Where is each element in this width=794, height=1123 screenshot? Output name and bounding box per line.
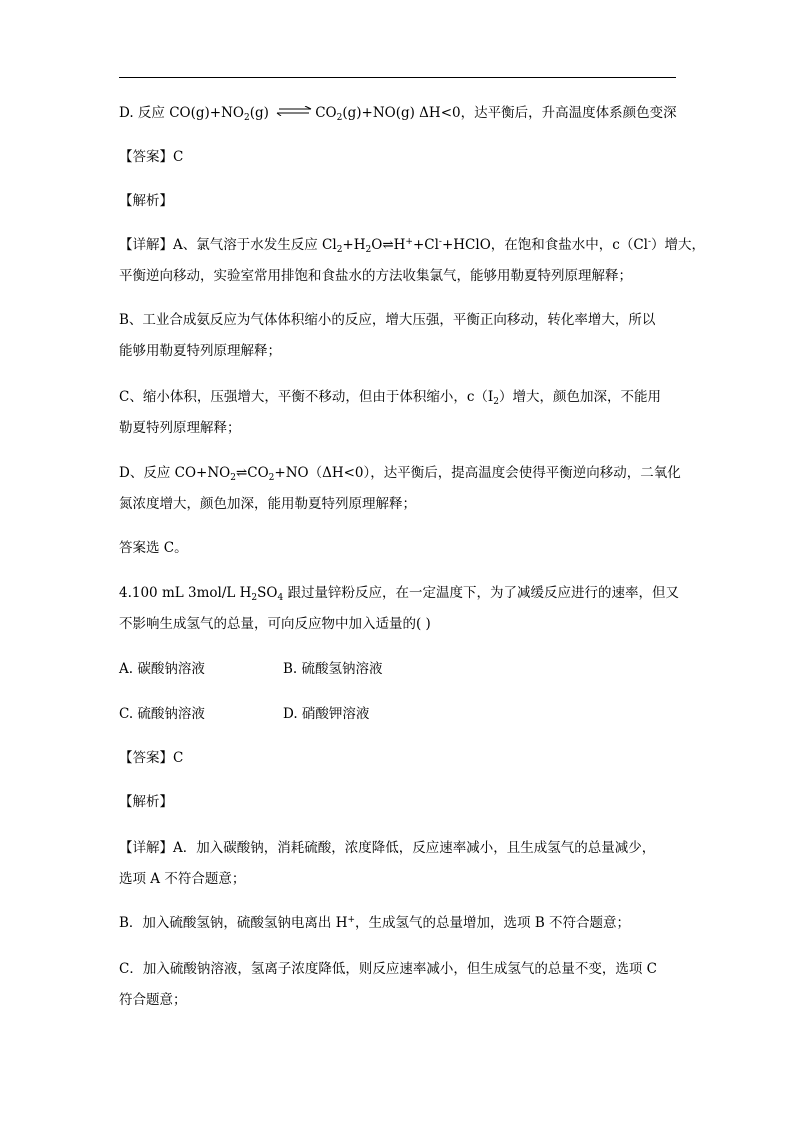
q4-explain-c-line1: C．加入硫酸钠溶液，氢离子浓度降低，则反应速率减小，但生成氢气的总量不变，选项 C	[119, 961, 657, 977]
q3-explain-a-line2: 平衡逆向移动，实验室常用排饱和食盐水的方法收集氯气，能够用勒夏特列原理解释；	[119, 268, 632, 284]
text-run: +H	[342, 237, 366, 253]
text-run: 跟过量锌粉反应，在一定温度下，为了减缓反应进行的速率，但又	[283, 585, 680, 601]
text-run: ，生成氢气的总量增加，选项 B 不符合题意；	[355, 915, 631, 931]
subscript: 2	[243, 113, 250, 123]
q3-explain-b-line2: 能够用勒夏特列原理解释；	[119, 343, 281, 359]
q3-final-choice: 答案选 C。	[119, 540, 188, 556]
q3-option-d	[119, 104, 677, 122]
text-run: ）增大，	[651, 237, 706, 253]
text-run: ）增大，颜色加深，不能用	[498, 389, 661, 405]
q4-analysis-heading: 【解析】	[119, 794, 173, 810]
text-run: D、反应 CO+NO	[119, 465, 231, 481]
q4-option-c: C. 硫酸钠溶液	[119, 706, 205, 722]
header-rule	[119, 77, 676, 78]
q4-stem-line2: 不影响生成氢气的总量，可向反应物中加入适量的( )	[119, 616, 431, 632]
text-run: C、缩小体积，压强增大，平衡不移动，但由于体积缩小，c（I	[119, 389, 494, 405]
text-run: +HClO，在饱和食盐水中，c（Cl	[441, 237, 648, 253]
text-run: (g)+NO(g) ΔH<0，达平衡后，升高温度体系颜色变深	[342, 105, 677, 121]
q3-analysis-heading: 【解析】	[119, 193, 173, 209]
q4-explain-a-line1: 【详解】A．加入碳酸钠，消耗硫酸，浓度降低，反应速率减小，且生成氢气的总量减少，	[119, 840, 656, 856]
subscript: 2	[336, 113, 343, 123]
subscript: 2	[493, 397, 499, 407]
q3-explain-b-line1: B、工业合成氨反应为气体体积缩小的反应，增大压强，平衡正向移动，转化率增大，所以	[119, 312, 656, 328]
text-run: B．加入硫酸氢钠，硫酸氢钠电离出 H	[119, 915, 348, 931]
subscript: 4	[277, 593, 284, 603]
subscript: 2	[230, 473, 236, 483]
superscript: +	[405, 237, 413, 247]
q4-option-a: A. 碳酸钠溶液	[119, 661, 205, 677]
text-run: D. 反应 CO(g)+NO	[119, 105, 244, 121]
q3-explain-d-line2: 氮浓度增大，颜色加深，能用勒夏特列原理解释；	[119, 496, 416, 512]
q3-explain-a-line1	[119, 236, 705, 254]
text-run: +Cl	[412, 237, 439, 253]
text-run: 4.100 mL 3mol/L H	[119, 585, 252, 601]
q4-option-d: D. 硝酸钾溶液	[283, 706, 370, 722]
q3-explain-c-line1	[119, 388, 661, 406]
text-run: 【详解】A、氯气溶于水发生反应 Cl	[119, 237, 337, 253]
q4-explain-b	[119, 914, 630, 932]
text-run: O⇌H	[371, 237, 406, 253]
subscript: 2	[268, 473, 275, 483]
text-run: CO	[315, 105, 337, 121]
superscript: -	[438, 237, 442, 247]
text-run: ⇌CO	[235, 465, 269, 481]
text-run: +NO（ΔH<0），达平衡后，提高温度会使得平衡逆向移动，二氧化	[274, 465, 681, 481]
text-run: (g)	[249, 105, 269, 121]
text-run: SO	[257, 585, 278, 601]
q3-explain-d-line1	[119, 464, 681, 482]
q3-explain-c-line2: 勒夏特列原理解释；	[119, 420, 241, 436]
subscript: 2	[336, 245, 343, 255]
q4-stem-line1	[119, 584, 679, 602]
superscript: -	[647, 237, 652, 247]
q4-option-b: B. 硫酸氢钠溶液	[283, 661, 383, 677]
subscript: 2	[365, 245, 372, 255]
q4-answer: 【答案】C	[119, 750, 184, 766]
equilibrium-arrow-icon	[275, 106, 313, 116]
superscript: +	[347, 915, 356, 925]
q4-explain-c-line2: 符合题意；	[119, 992, 187, 1008]
subscript: 2	[251, 593, 258, 603]
q4-explain-a-line2: 选项 A 不符合题意；	[119, 871, 246, 887]
q3-answer: 【答案】C	[119, 149, 184, 165]
